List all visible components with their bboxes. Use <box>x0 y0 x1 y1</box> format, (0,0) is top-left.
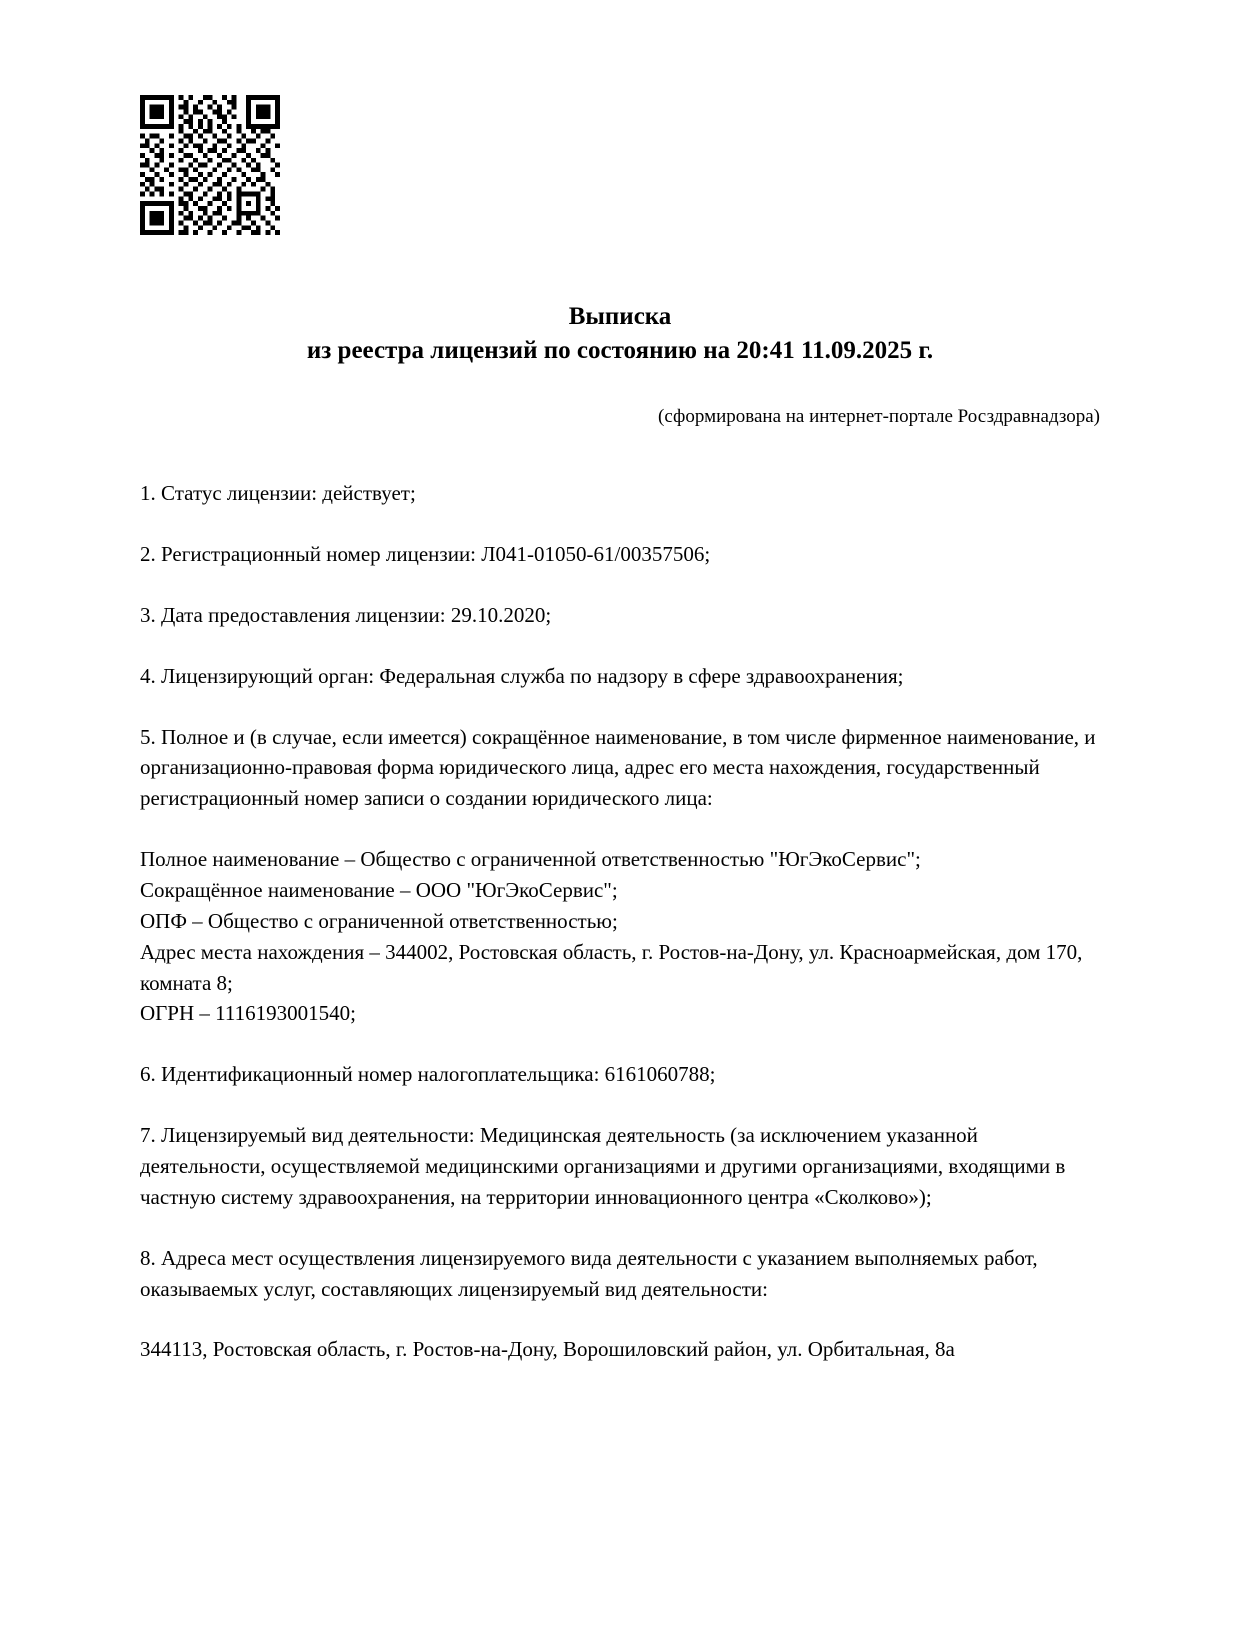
item-status: 1. Статус лицензии: действует; <box>140 481 416 506</box>
page-subtitle-date: из реестра лицензий по состоянию на 20:41 11.09.2025 г. <box>306 336 934 364</box>
document-body <box>140 478 1100 1365</box>
entity-legal-form: ОПФ – Общество с ограниченной ответственностью; <box>140 908 618 933</box>
qr-code <box>140 95 280 235</box>
item-licensed-activity: 7. Лицензируемый вид деятельности: Медицинская деятельность (за исключением указанной деятельности, осуществляемой медицинскими организациями и другими организациями, входящими в частную систему здравоохранения, на территории инновационного центра «Сколково»); <box>140 1123 1066 1209</box>
item-entity-heading: 5. Полное и (в случае, если имеется) сокращённое наименование, в том числе фирменное наименование, и организационно-правовая форма юридического лица, адрес его места нахождения, государственный регистрационный номер записи о создании юридического лица: <box>140 724 1096 811</box>
entity-ogrn: ОГРН – 1116193001540; <box>140 1001 356 1026</box>
entity-short-name: Сокращённое наименование – ООО "ЮгЭкоСервис"; <box>140 877 618 902</box>
entity-address: Адрес места нахождения – 344002, Ростовская область, г. Ростов-на-Дону, ул. Красноармейская, дом 170, комната 8; <box>140 939 1083 995</box>
entity-details <box>140 844 1100 1029</box>
page-title: Выписка <box>568 303 672 330</box>
item-issue-date: 3. Дата предоставления лицензии: 29.10.2020; <box>140 602 552 627</box>
item-activity-addresses-heading: 8. Адреса мест осуществления лицензируемого вида деятельности с указанием выполняемых работ, оказываемых услуг, составляющих лицензируемый вид деятельности: <box>140 1245 1038 1301</box>
item-registration-number: 2. Регистрационный номер лицензии: Л041-01050-61/00357506; <box>140 541 711 566</box>
entity-full-name: Полное наименование – Общество с ограниченной ответственностью "ЮгЭкоСервис"; <box>140 847 921 872</box>
item-inn: 6. Идентификационный номер налогоплательщика: 6161060788; <box>140 1062 716 1087</box>
source-note: (сформирована на интернет-портале Росздравнадзора) <box>658 405 1100 427</box>
item-licensing-authority: 4. Лицензирующий орган: Федеральная служба по надзору в сфере здравоохранения; <box>140 663 904 688</box>
document-header <box>140 0 1100 368</box>
activity-address: 344113, Ростовская область, г. Ростов-на-Дону, Ворошиловский район, ул. Орбитальная, 8а <box>140 1337 955 1362</box>
